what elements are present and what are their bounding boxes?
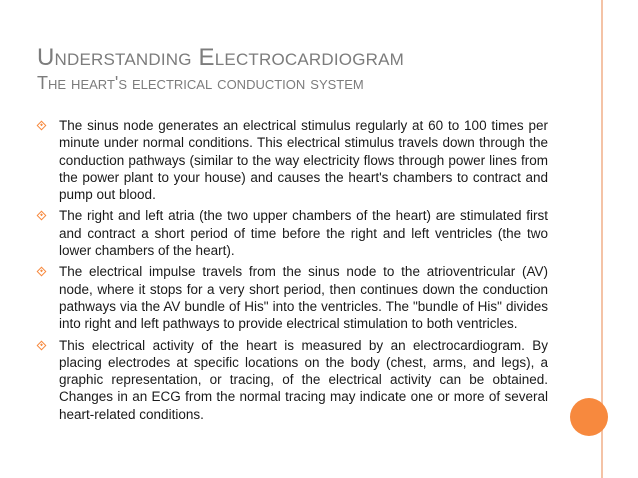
- diamond-bullet-icon: [37, 121, 47, 131]
- diamond-bullet-icon: [37, 211, 47, 221]
- bullet-list: [38, 117, 548, 427]
- bullet-text: The right and left atria (the two upper chambers of the heart) are stimulated first and contract a short period of time before the right and left ventricles (the two lower chambers of the heart).: [59, 208, 548, 259]
- bullet-item: [38, 207, 548, 259]
- diamond-bullet-icon: [37, 267, 47, 277]
- bullet-item: [38, 263, 548, 332]
- slide-subtitle: The heart's electrical conduction system: [37, 73, 364, 93]
- slide-title: Understanding Electrocardiogram: [37, 44, 405, 71]
- bullet-item: [38, 117, 548, 203]
- bullet-item: [38, 337, 548, 423]
- diamond-bullet-icon: [37, 340, 47, 350]
- bullet-text: This electrical activity of the heart is measured by an electrocardiogram. By placing electrodes at specific locations on the body (chest, arms, and legs), a graphic representation, or tracing, of the electrical activity can be obtained. Changes in an ECG from the normal tracing may indicate one or more of several heart-related conditions.: [59, 337, 548, 422]
- orange-circle-decoration: [570, 398, 608, 436]
- bullet-text: The electrical impulse travels from the sinus node to the atrioventricular (AV) node, where it stops for a very short period, then continues down the conduction pathways via the AV bundle of His" into the ventricles. The "bundle of His" divides into right and left pathways to provide electrical stimulation to both ventricles.: [59, 264, 548, 332]
- bullet-text: The sinus node generates an electrical stimulus regularly at 60 to 100 times per minute under normal conditions. This electrical stimulus travels down through the conduction pathways (similar to the way electricity flows through power lines from the power plant to your house) and causes the heart's chambers to contract and pump out blood.: [59, 118, 548, 203]
